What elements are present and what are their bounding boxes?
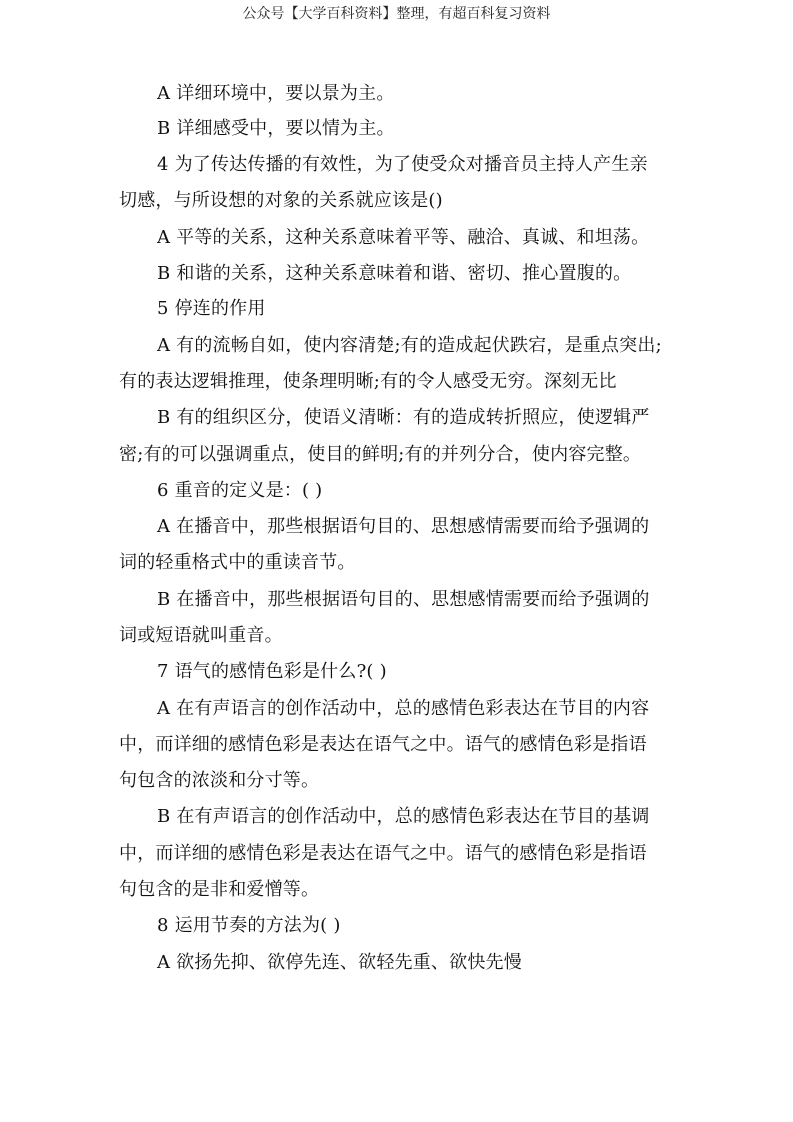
- text-line: 切感，与所设想的对象的关系就应该是(): [119, 190, 443, 211]
- text-line: A 欲扬先抑、欲停先连、欲轻先重、欲快先慢: [157, 952, 522, 973]
- text-line: A 有的流畅自如，使内容清楚;有的造成起伏跌宕，是重点突出;: [157, 335, 662, 356]
- text-line: 句包含的浓淡和分寸等。: [119, 770, 320, 791]
- text-line: A 在播音中，那些根据语句目的、思想感情需要而给予强调的: [157, 516, 650, 537]
- question-line: 8 运用节奏的方法为( ): [157, 915, 341, 936]
- text-line: B 和谐的关系，这种关系意味着和谐、密切、推心置腹的。: [157, 263, 632, 284]
- text-line: B 有的组织区分，使语义清晰：有的造成转折照应，使逻辑严: [157, 407, 650, 428]
- text-line: 密;有的可以强调重点，使目的鲜明;有的并列分合，使内容完整。: [119, 444, 642, 465]
- text-line: B 详细感受中，要以情为主。: [157, 118, 395, 139]
- question-line: 4 为了传达传播的有效性，为了使受众对播音员主持人产生亲: [157, 154, 648, 175]
- question-line: 7 语气的感情色彩是什么?( ): [157, 661, 387, 682]
- text-line: 词或短语就叫重音。: [119, 625, 283, 646]
- text-line: 中，而详细的感情色彩是表达在语气之中。语气的感情色彩是指语: [119, 843, 647, 864]
- question-line: 6 重音的定义是：( ): [157, 480, 323, 501]
- question-line: 5 停连的作用: [157, 298, 266, 319]
- text-line: B 在播音中，那些根据语句目的、思想感情需要而给予强调的: [157, 589, 650, 610]
- text-line: 有的表达逻辑推理，使条理明晰;有的令人感受无穷。深刻无比: [119, 371, 617, 392]
- page-header: 公众号【大学百科资料】整理，有超百科复习资料: [242, 6, 551, 22]
- text-line: 中，而详细的感情色彩是表达在语气之中。语气的感情色彩是指语: [119, 734, 647, 755]
- text-line: 句包含的是非和爱憎等。: [119, 879, 320, 900]
- text-line: A 平等的关系，这种关系意味着平等、融洽、真诚、和坦荡。: [157, 227, 650, 248]
- text-line: A 详细环境中，要以景为主。: [157, 83, 395, 104]
- text-line: A 在有声语言的创作活动中，总的感情色彩表达在节目的内容: [157, 698, 650, 719]
- text-line: 词的轻重格式中的重读音节。: [119, 552, 356, 573]
- text-line: B 在有声语言的创作活动中，总的感情色彩表达在节目的基调: [157, 806, 650, 827]
